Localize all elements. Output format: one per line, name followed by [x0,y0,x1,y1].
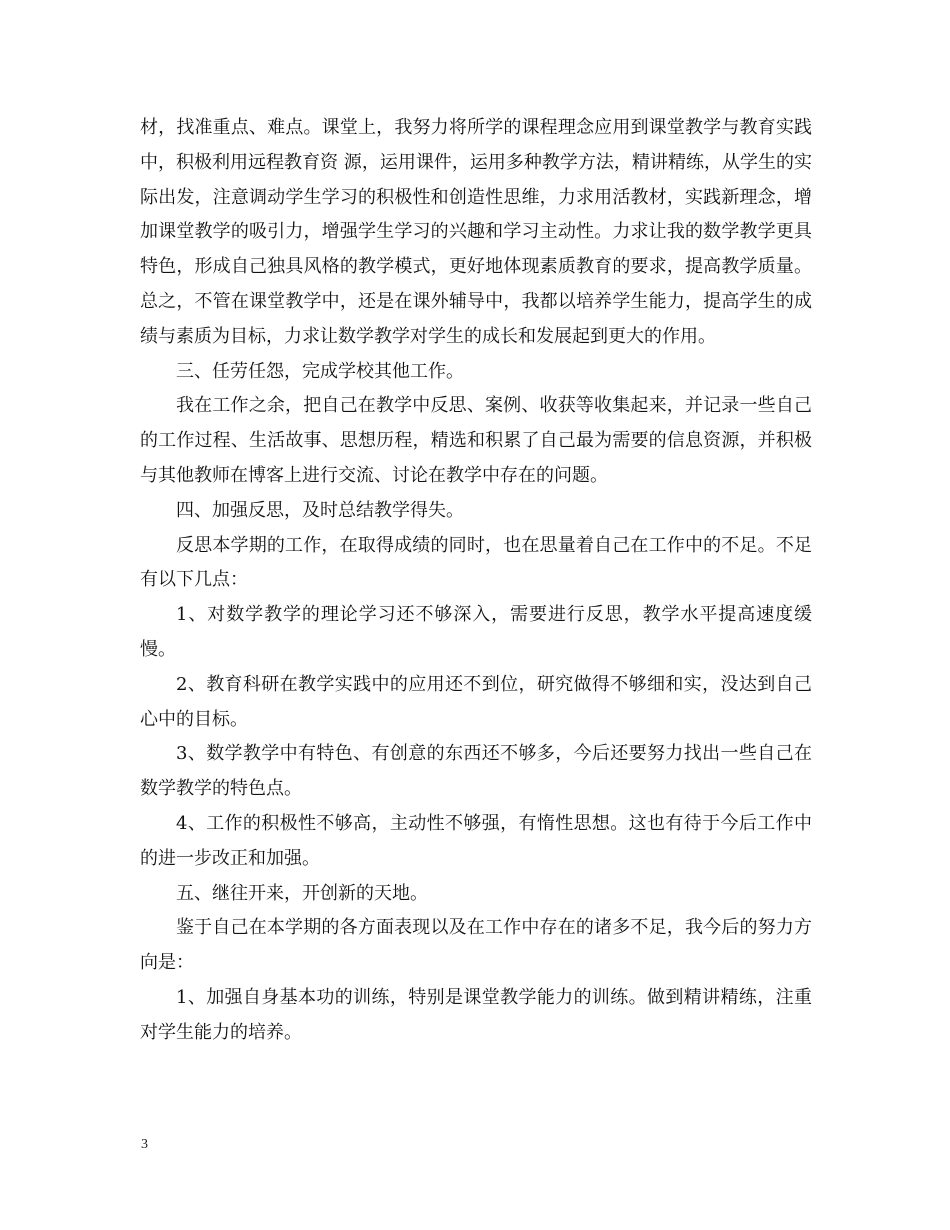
document-body [140,111,812,1051]
paragraph-11: 鉴于自己在本学期的各方面表现以及在工作中存在的诸多不足，我今后的努力方向是： [140,917,812,974]
paragraph-10-heading: 五、继往开来，开创新的天地。 [176,882,428,904]
paragraph-7-item: 2、教育科研在教学实践中的应用还不到位，研究做得不够细和实，没达到自己心中的目标。 [140,673,812,730]
page-number: 3 [141,1137,148,1152]
paragraph-5: 反思本学期的工作，在取得成绩的同时，也在思量着自己在工作中的不足。不足有以下几点： [140,534,812,591]
paragraph-4-heading: 四、加强反思，及时总结教学得失。 [176,499,464,521]
paragraph-8-item: 3、数学教学中有特色、有创意的东西还不够多，今后还要努力找出一些自己在数学教学的特色点。 [140,743,812,800]
paragraph-9-item: 4、工作的积极性不够高，主动性不够强，有惰性思想。这也有待于今后工作中的进一步改正和加强。 [140,812,812,869]
paragraph-2-heading: 三、任劳任怨，完成学校其他工作。 [176,360,464,382]
paragraph-1: 材，找准重点、难点。课堂上，我努力将所学的课程理念应用到课堂教学与教育实践中，积极利用远程教育资 源，运用课件，运用多种教学方法，精讲精练，从学生的实际出发，注意调动学生学习的积极性和创造性思维，力求用活教材，实践新理念，增加课堂教学的吸引力，增强学生学习的兴趣和学习主动性。力求让我的数学教学更具特色，形成自己独具风格的教学模式，更好地体现素质教育的要求，提高教学质量。总之，不管在课堂教学中，还是在课外辅导中，我都以培养学生能力，提高学生的成绩与素质为目标，力求让数学教学对学生的成长和发展起到更大的作用。 [140,117,812,347]
paragraph-6-item: 1、对数学教学的理论学习还不够深入，需要进行反思，教学水平提高速度缓慢。 [140,604,812,660]
paragraph-12-item: 1、加强自身基本功的训练，特别是课堂教学能力的训练。做到精讲精练，注重对学生能力的培养。 [140,986,812,1043]
paragraph-3: 我在工作之余，把自己在教学中反思、案例、收获等收集起来，并记录一些自己的工作过程、生活故事、思想历程，精选和积累了自己最为需要的信息资源，并积极与其他教师在博客上进行交流、讨论在教学中存在的问题。 [140,395,812,486]
